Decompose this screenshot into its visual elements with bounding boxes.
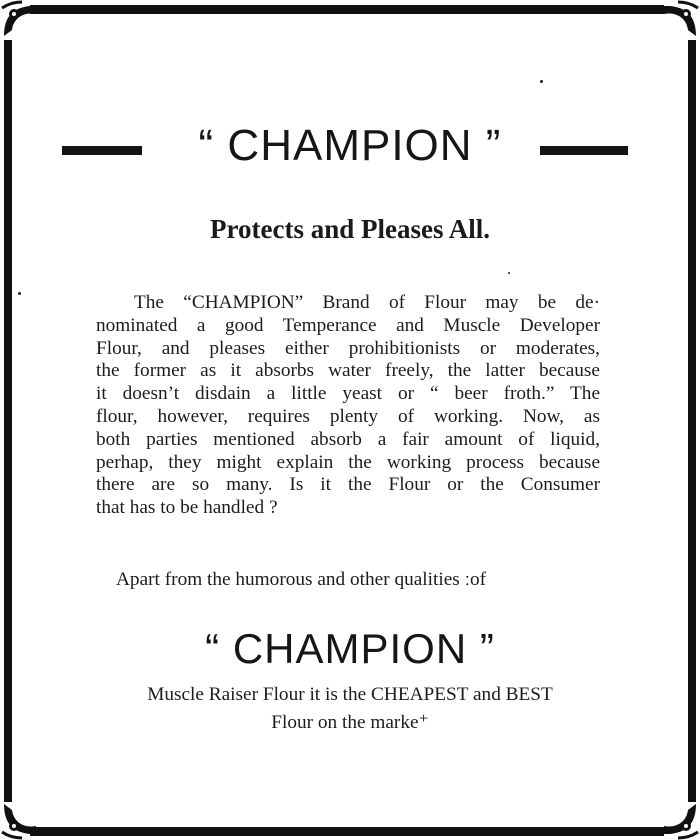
print-speck bbox=[18, 292, 21, 295]
bottom-border bbox=[30, 827, 664, 836]
body-line: flour, however, requires plenty of working. Now, as bbox=[96, 405, 600, 427]
top-border bbox=[30, 5, 664, 14]
body-line: the former as it absorbs water freely, the latter because bbox=[96, 360, 600, 382]
apart-line: Apart from the humorous and other qualities ːof bbox=[116, 569, 487, 590]
corner-ornament-bottom-right-icon bbox=[660, 800, 700, 840]
corner-ornament-top-right-icon bbox=[660, 0, 700, 40]
closing-line-1: Muscle Raiser Flour it is the CHEAPEST and BEST bbox=[147, 684, 553, 705]
body-paragraph bbox=[96, 292, 600, 520]
print-speck bbox=[508, 272, 510, 274]
body-line: Flour, and pleases either prohibitionists or moderates, bbox=[96, 337, 600, 359]
body-line: there are so many. Is it the Flour or the Consumer bbox=[96, 474, 600, 496]
body-line: The “CHAMPION” Brand of Flour may be de· bbox=[134, 292, 600, 313]
corner-ornament-bottom-left-icon bbox=[0, 800, 40, 840]
subheadline: Protects and Pleases All. bbox=[210, 214, 490, 244]
print-speck bbox=[540, 80, 543, 83]
body-line: perhap, they might explain the working process because bbox=[96, 451, 600, 473]
body-line: both parties mentioned absorb a fair amount of liquid, bbox=[96, 428, 600, 450]
headline-champion: “ CHAMPION ” bbox=[198, 121, 502, 170]
body-line: it doesn’t disdain a little yeast or “ beer froth.” The bbox=[96, 383, 600, 405]
closing-line-2: Flour on the marke⁺ bbox=[271, 712, 429, 733]
body-line: that has to be handled ? bbox=[96, 497, 278, 519]
headline-champion-repeat: “ CHAMPION ” bbox=[205, 625, 495, 672]
corner-ornament-top-left-icon bbox=[0, 0, 40, 40]
body-line: nominated a good Temperance and Muscle Developer bbox=[96, 314, 600, 336]
